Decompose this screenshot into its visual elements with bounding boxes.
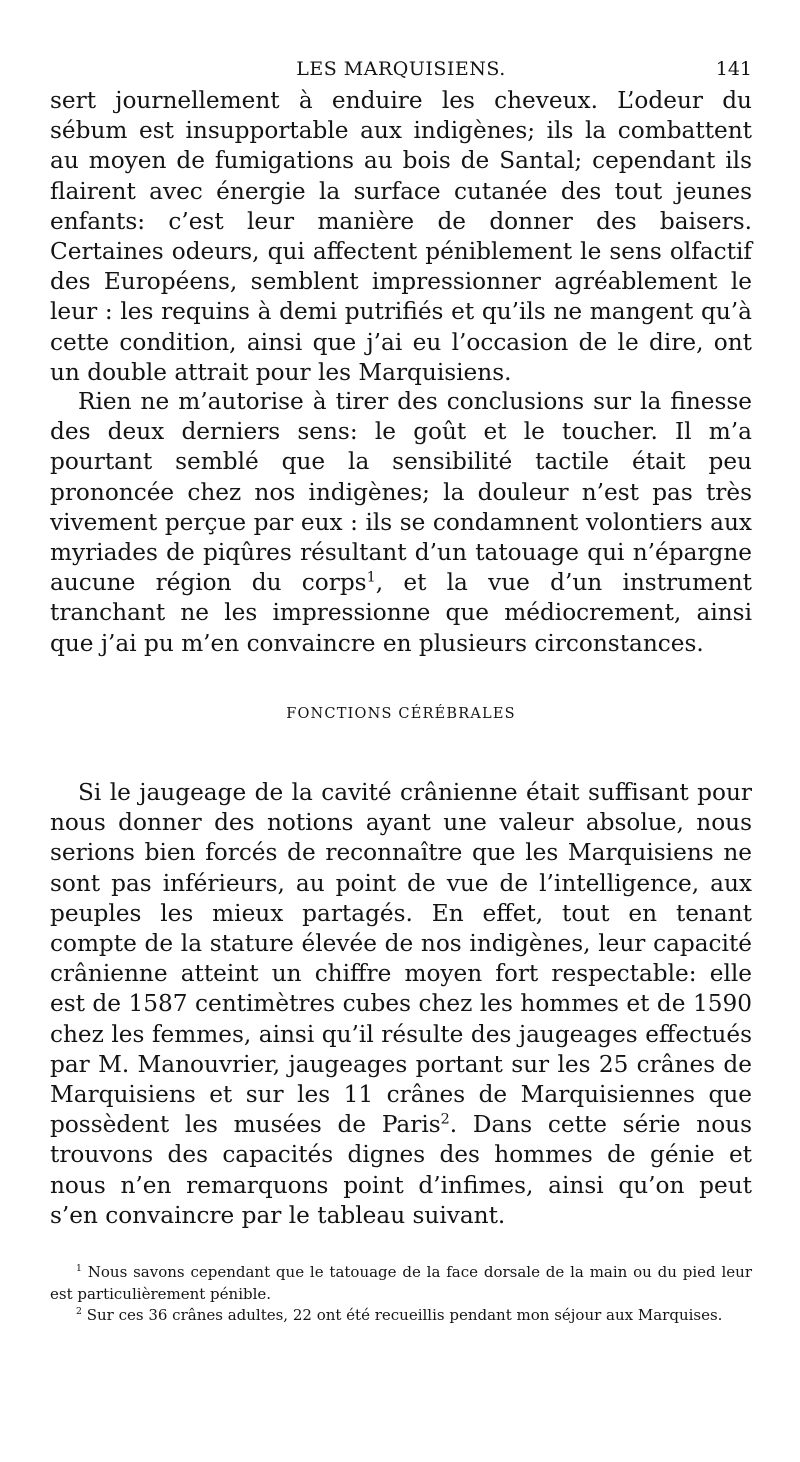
paragraph-text-part: . Dans cette série nous trouvons des capacités dignes des hommes de génie et nous n’en remarquons point d’infimes, ainsi qu’on peut s’en convaincre par le tableau suivant.: [50, 1111, 752, 1229]
body-paragraph: [50, 387, 752, 659]
footnote-text: Nous savons cependant que le tatouage de la face dorsale de la main ou du pied leur est particulièrement pénible.: [50, 1263, 752, 1303]
footnote-mark: 1: [76, 1263, 82, 1274]
page-header: [50, 58, 752, 88]
paragraph-text: sert journellement à enduire les cheveux. L’odeur du sébum est insupportable aux indigènes; ils la combattent au moyen de fumigations au bois de Santal; cependant ils flairent avec énergie la surface cutanée des tout jeunes enfants: c’est leur manière de donner des baisers. Certaines odeurs, qui affectent péniblement le sens olfactif des Européens, semblent impressionner agréablement le leur : les requins à demi putrifiés et qu’ils ne mangent qu’à cette condition, ainsi que j’ai eu l’occasion de le dire, ont un double attrait pour les Marquisiens.: [50, 87, 752, 386]
paragraph-text: [50, 387, 752, 659]
paragraph-text-part: Rien ne m’autorise à tirer des conclusions sur la finesse des deux derniers sens: le goût et le toucher. Il m’a pourtant semblé que la sensibilité tactile était peu prononcée chez nos indigènes; la douleur n’est pas très vivement perçue par eux : ils se condamnent volontiers aux myriades de piqûres résultant d’un tatouage qui n’épargne aucune région du corps: [50, 388, 752, 597]
paragraph-text-part: , et la vue d’un instrument tranchant ne les impressionne que médiocrement, ainsi que j’ai pu m’en convaincre en plusieurs circonstances.: [50, 569, 752, 657]
body-paragraph: [50, 778, 752, 1231]
footnote-text: Sur ces 36 crânes adultes, 22 ont été recueillis pendant mon séjour aux Marquises.: [86, 1306, 723, 1324]
body-paragraph: [50, 86, 752, 388]
section-heading: FONCTIONS CÉRÉBRALES: [286, 706, 516, 722]
footnote: [50, 1305, 752, 1327]
footnote: [50, 1262, 752, 1305]
footnote-mark: 2: [76, 1306, 82, 1317]
footnote-reference: 2: [440, 1111, 450, 1128]
paragraph-text: [50, 778, 752, 1231]
paragraph-text-part: Si le jaugeage de la cavité crânienne était suffisant pour nous donner des notions ayant une valeur absolue, nous serions bien forcés de reconnaître que les Marquisiens ne sont pas inférieurs, au point de vue de l’intelligence, aux peuples les mieux partagés. En effet, tout en tenant compte de la stature élevée de nos indigènes, leur capacité crânienne atteint un chiffre moyen fort respectable: elle est de 1587 centimètres cubes chez les hommes et de 1590 chez les femmes, ainsi qu’il résulte des jaugeages effectués par M. Manouvrier, jaugeages portant sur les 25 crânes de Marquisiens et sur les 11 crânes de Marquisiennes que possèdent les musées de Paris: [50, 779, 752, 1139]
page-number: 141: [715, 58, 752, 80]
footnote-reference: 1: [366, 569, 376, 586]
running-title: LES MARQUISIENS.: [296, 58, 506, 80]
footnotes: [50, 1262, 752, 1327]
